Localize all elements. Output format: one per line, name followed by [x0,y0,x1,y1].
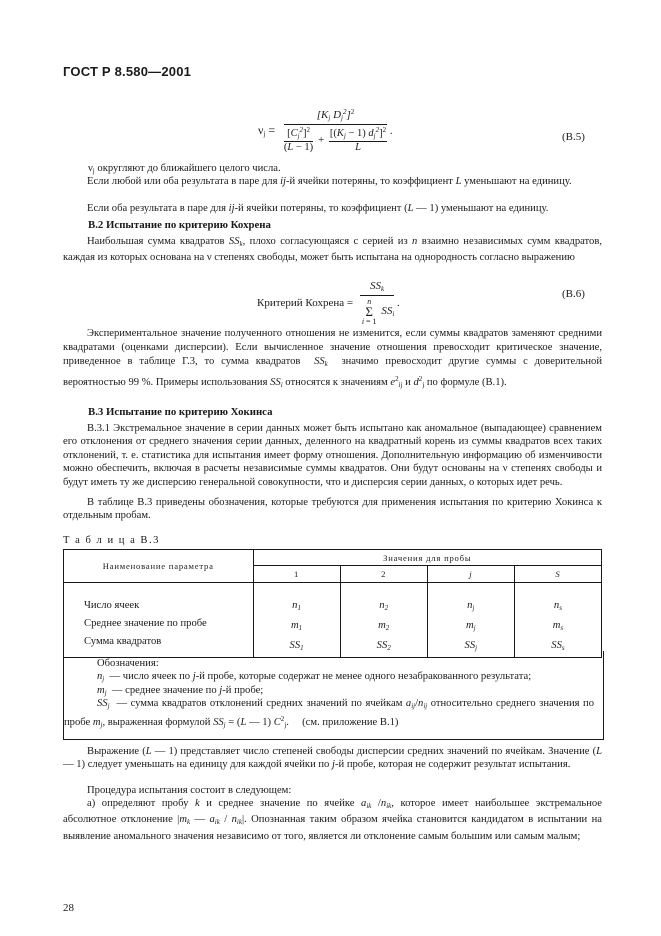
row-name-mean: Среднее значение по пробе [84,618,207,629]
table-title: Т а б л и ц а В.3 [63,535,160,546]
row-name-cells: Число ячеек [84,600,140,611]
table-col-2: 2 [340,566,427,583]
equation-number-b5: (В.5) [562,131,585,143]
table-b3 [63,549,602,658]
formula-b5-numerator: [$K_j$ $D_j^2]^2$ [316,108,355,122]
table-cols-values: $n_s$ $m_s$ $SS_s$ [514,583,601,658]
formula-b5-fraction [284,109,387,154]
paragraph-hawkins-intro: В.3.1 Экстремальное значение в серии данных может быть испытано как аномальное (выпадающее) сравнением его отклонения от среднего значения серии данных, деленного на квадратный корень из суммы квадратов всех таких отклонений, т. е. статистика для испытания имеет форму отношения. Дополнительную информацию об изменчивости можно обеспечить, включая в расчеты независимые суммы квадратов. Они будут основаны на ν степенях свободы и будут иметь ту же дисперсию генеральной совокупности, что и дисперсия серии данных, о которых идет речь. [63,423,602,488]
formula-b6-fraction: $SS_k$ n Σ i = 1 $SS_i$ [361,280,395,326]
formula-b6: Критерий Кохрена = $SS_k$ n Σ i = 1 $SS_i$ . [257,280,400,326]
legend-m: $m_j$ — среднее значение по j-й пробе; [97,685,264,697]
legend-title: Обозначения: [97,658,159,669]
row-name-sumsq: Сумма квадратов [84,636,162,647]
legend-n: $n_j$ — число ячеек по j-й пробе, которые содержат не менее одного незабракованного результата; [97,671,532,683]
table-col1-values: $n_1$ $m_1$ $SS_1$ [253,583,340,658]
paragraph-hawkins-table-ref: В таблице В.3 приведены обозначения, которые требуются для применения испытания по критерию Хокинса к отдельным пробам. [63,497,602,522]
table-col-1: 1 [253,566,340,583]
paragraph-lost-one: Если любой или оба результата в паре для ij-й ячейки потеряны, то коэффициент L уменьшают на единицу. [87,176,572,187]
formula-b5: $\nu_j$ = [$K_j$ $D_j^2]^2$ $\frac{[C_j^2]^2}{(L - 1)}$ + $\frac{[(K_j - 1) d_j^2]^2}{L}$ . [258,108,393,153]
formula-b6-label: Критерий Кохрена = [257,297,354,309]
paragraph-step-a: а) определяют пробу k и среднее значение по ячейке $a_{ik}$ $/n_{ik}$, которое имеет наибольшее экстремальное абсолютное отклонение $|m_k$ — $a_{ik} / n_{ik}|$. Опознанная таким образом ячейка становится кандидатом в испытании на выявление аномального значения независимо от того, является ли отклонение самым большим или самым малым; [63,798,603,842]
table-col-j: j [427,566,514,583]
paragraph-procedure: Процедура испытания состоит в следующем: [87,785,292,796]
table-header-parameter: Наименование параметра [64,550,254,583]
table-col-s: S [514,566,601,583]
table-header-values: Значения для пробы [253,550,602,566]
formula-b5-lhs: $\nu_j$ = [258,123,276,139]
section-heading-b3: В.3 Испытание по критерию Хокинса [88,406,273,418]
paragraph-cochran-intro: Наибольшая сумма квадратов $SS_k$, плохо согласующаяся с серией из n взаимно независимых сумм квадратов, каждая из которых основана на ν степенях свободы, может быть испытана на однородность согласно выражению [63,236,602,264]
formula-b5-denominator: $\frac{[C_j^2]^2}{(L - 1)}$ + $\frac{[(K_j - 1) d_j^2]^2}{L}$ [283,126,387,153]
paragraph-degrees-freedom: Выражение (L — 1) представляет число степеней свободы дисперсии средних значений по ячейкам. Значение (L — 1) следует уменьшать на единицу для каждой ячейки по j-й пробе, которая не содержит результат испытания. [63,746,602,771]
paragraph-lost-both: Если оба результата в паре для ij-й ячейки потеряны, то коэффициент (L — 1) уменьшают на единицу. [87,203,549,214]
legend-ss: $SS_j$ — сумма квадратов отклонений средних значений по ячейкам $a_{ij}/n_{ij}$ относительно среднего значения по пробе $m_j$, выраженная формулой $SS_j = (L$ — 1) $C^2_j$. (см. приложение В.1) [64,698,594,730]
table-col2-values: $n_2$ $m_2$ $SS_2$ [340,583,427,658]
table-colj-values: $n_j$ $m_j$ $SS_j$ [427,583,514,658]
paragraph-cochran-result: Экспериментальное значение полученного отношения не изменится, если суммы квадратов заменяют средними квадратами (оценками дисперсии). Если вычисленное значение отношения превосходит критическое значение, приведенное в таблице Г.3, то сумма квадратов $SS_k$ значимо превосходит другие суммы с доверительной вероятностью 99 %. Примеры использования $SS_i$ относятся к значениям $e^2_{ij}$ и $d^2_j$ по формуле (В.1). [63,328,602,389]
table-legend [63,651,604,740]
equation-number-b6: (В.6) [562,288,585,300]
table-row-names [64,583,254,658]
document-code: ГОСТ Р 8.580—2001 [63,64,192,79]
paragraph-rounding: $\nu_j$ округляют до ближайшего целого числа. [88,163,281,175]
page-number: 28 [63,902,74,914]
section-heading-b2: В.2 Испытание по критерию Кохрена [88,219,271,231]
